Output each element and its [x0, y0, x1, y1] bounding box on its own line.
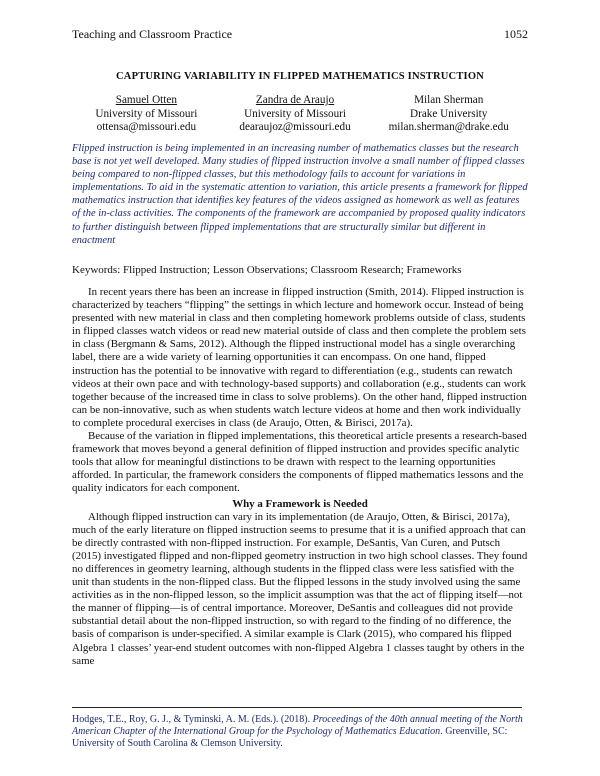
author-name: Milan Sherman [414, 94, 484, 106]
abstract: Flipped instruction is being implemented in an increasing number of mathematics classes but the research base is not yet well developed. Many studies of flipped instruction involve a small number of flipped classes being compared to non-flipped classes, but this methodology fails to account for variations in implementations. To aid in the systematic attention to variation, this article presents a framework for flipped mathematics instruction that identifies key features of the videos assigned as homework as well as features of the in-class activities. The components of the framework are accompanied by proposed quality indicators to further distinguish between flipped implementations that are structurally similar but different in enactment [72, 143, 528, 246]
header-section-title: Teaching and Classroom Practice [72, 27, 233, 41]
body-text [72, 286, 528, 668]
author-email: milan.sherman@drake.edu [388, 121, 509, 133]
paper-title: CAPTURING VARIABILITY IN FLIPPED MATHEMATICS INSTRUCTION [116, 71, 484, 82]
page-number: 1052 [504, 27, 528, 41]
author-affiliation: Drake University [410, 107, 488, 120]
author-block [72, 94, 528, 135]
paragraph-intro: In recent years there has been an increase in flipped instruction (Smith, 2014). Flipped instruction is characterized by teachers “flipping” the settings in which lecture and homework occur. Instead of being presented with new material in class and then completing homework problems outside of class, students in flipped classes watch videos or read new material outside of class and then complete the problem sets in class (Bergmann & Sams, 2012). Although the flipped instructional model has a single overarching label, there are a wide variety of learning opportunities it can encompass. On one hand, flipped instruction has the potential to be innovative with regard to differentiation (e.g., students can rewatch videos at their own pace and with technology-based supports) and collaboration (e.g., students can work together because of the increased time in class to solve problems). On the other hand, flipped instruction can be non-innovative, such as when students watch lecture videos at home and then work individually to complete procedural exercises in class (de Araujo, Otten, & Birisci, 2017a). [72, 286, 527, 429]
footer-citation-end: . Greenville, SC: University of South Carolina & Clemson University. [72, 726, 508, 749]
footer-proceedings-title: Proceedings of the 40th annual meeting of the North American Chapter of the International Group for the Psychology of Mathematics Education [72, 714, 523, 737]
running-header [72, 27, 528, 43]
section-heading: Why a Framework is Needed [232, 497, 368, 510]
author-name: Zandra de Araujo [255, 94, 335, 106]
author-name: Samuel Otten [115, 94, 177, 106]
author-email: ottensa@missouri.edu [96, 121, 197, 133]
author-affiliation: University of Missouri [95, 107, 198, 120]
author-2 [221, 94, 370, 135]
footer-citation-start: Hodges, T.E., Roy, G. J., & Tyminski, A. M. (Eds.). (2018). [72, 714, 313, 725]
paragraph-section: Although flipped instruction can vary in its implementation (de Araujo, Otten, & Birisci, 2017a), much of the early literature on flipped instruction seems to presume that it is a unified approach that can be directly contrasted with non-flipped instruction. For example, DeSantis, Van Curen, and Putsch (2015) investigated flipped and non-flipped geometry instruction in two high school classes. They found no differences in geometry learning, although students in the flipped class were less satisfied with the unit than students in the non-flipped class. But the flipped lessons in the study involved using the same activities as in the non-flipped lesson, so the implicit assumption was that the act of flipping itself—not the manner of flipping—is of central importance. Moreover, DeSantis and colleagues did not provide substantial detail about the non-flipped instruction, so with regard to the finding of no difference, the basis of comparison is under-specified. A similar example is Clark (2015), who compared his flipped Algebra 1 classes’ year-end student outcomes with non-flipped Algebra 1 classes taught by others in the same [72, 510, 528, 667]
keywords: Keywords: Flipped Instruction; Lesson Observations; Classroom Research; Frameworks [72, 264, 462, 276]
author-affiliation: University of Missouri [244, 107, 347, 120]
footer-divider [72, 707, 522, 708]
paragraph-purpose: Because of the variation in flipped implementations, this theoretical article presents a research-based framework that moves beyond a general definition of flipped instruction and provides specific analytic tools that allow for meaningful distinctions to be drawn with respect to the learning opportunities afforded. In particular, the framework considers the components of flipped mathematics lessons and the quality indicators for each component. [72, 430, 527, 495]
author-1 [72, 94, 221, 135]
citation-footer [72, 714, 528, 750]
author-3 [369, 94, 528, 135]
author-email: dearaujoz@missouri.edu [239, 121, 351, 133]
